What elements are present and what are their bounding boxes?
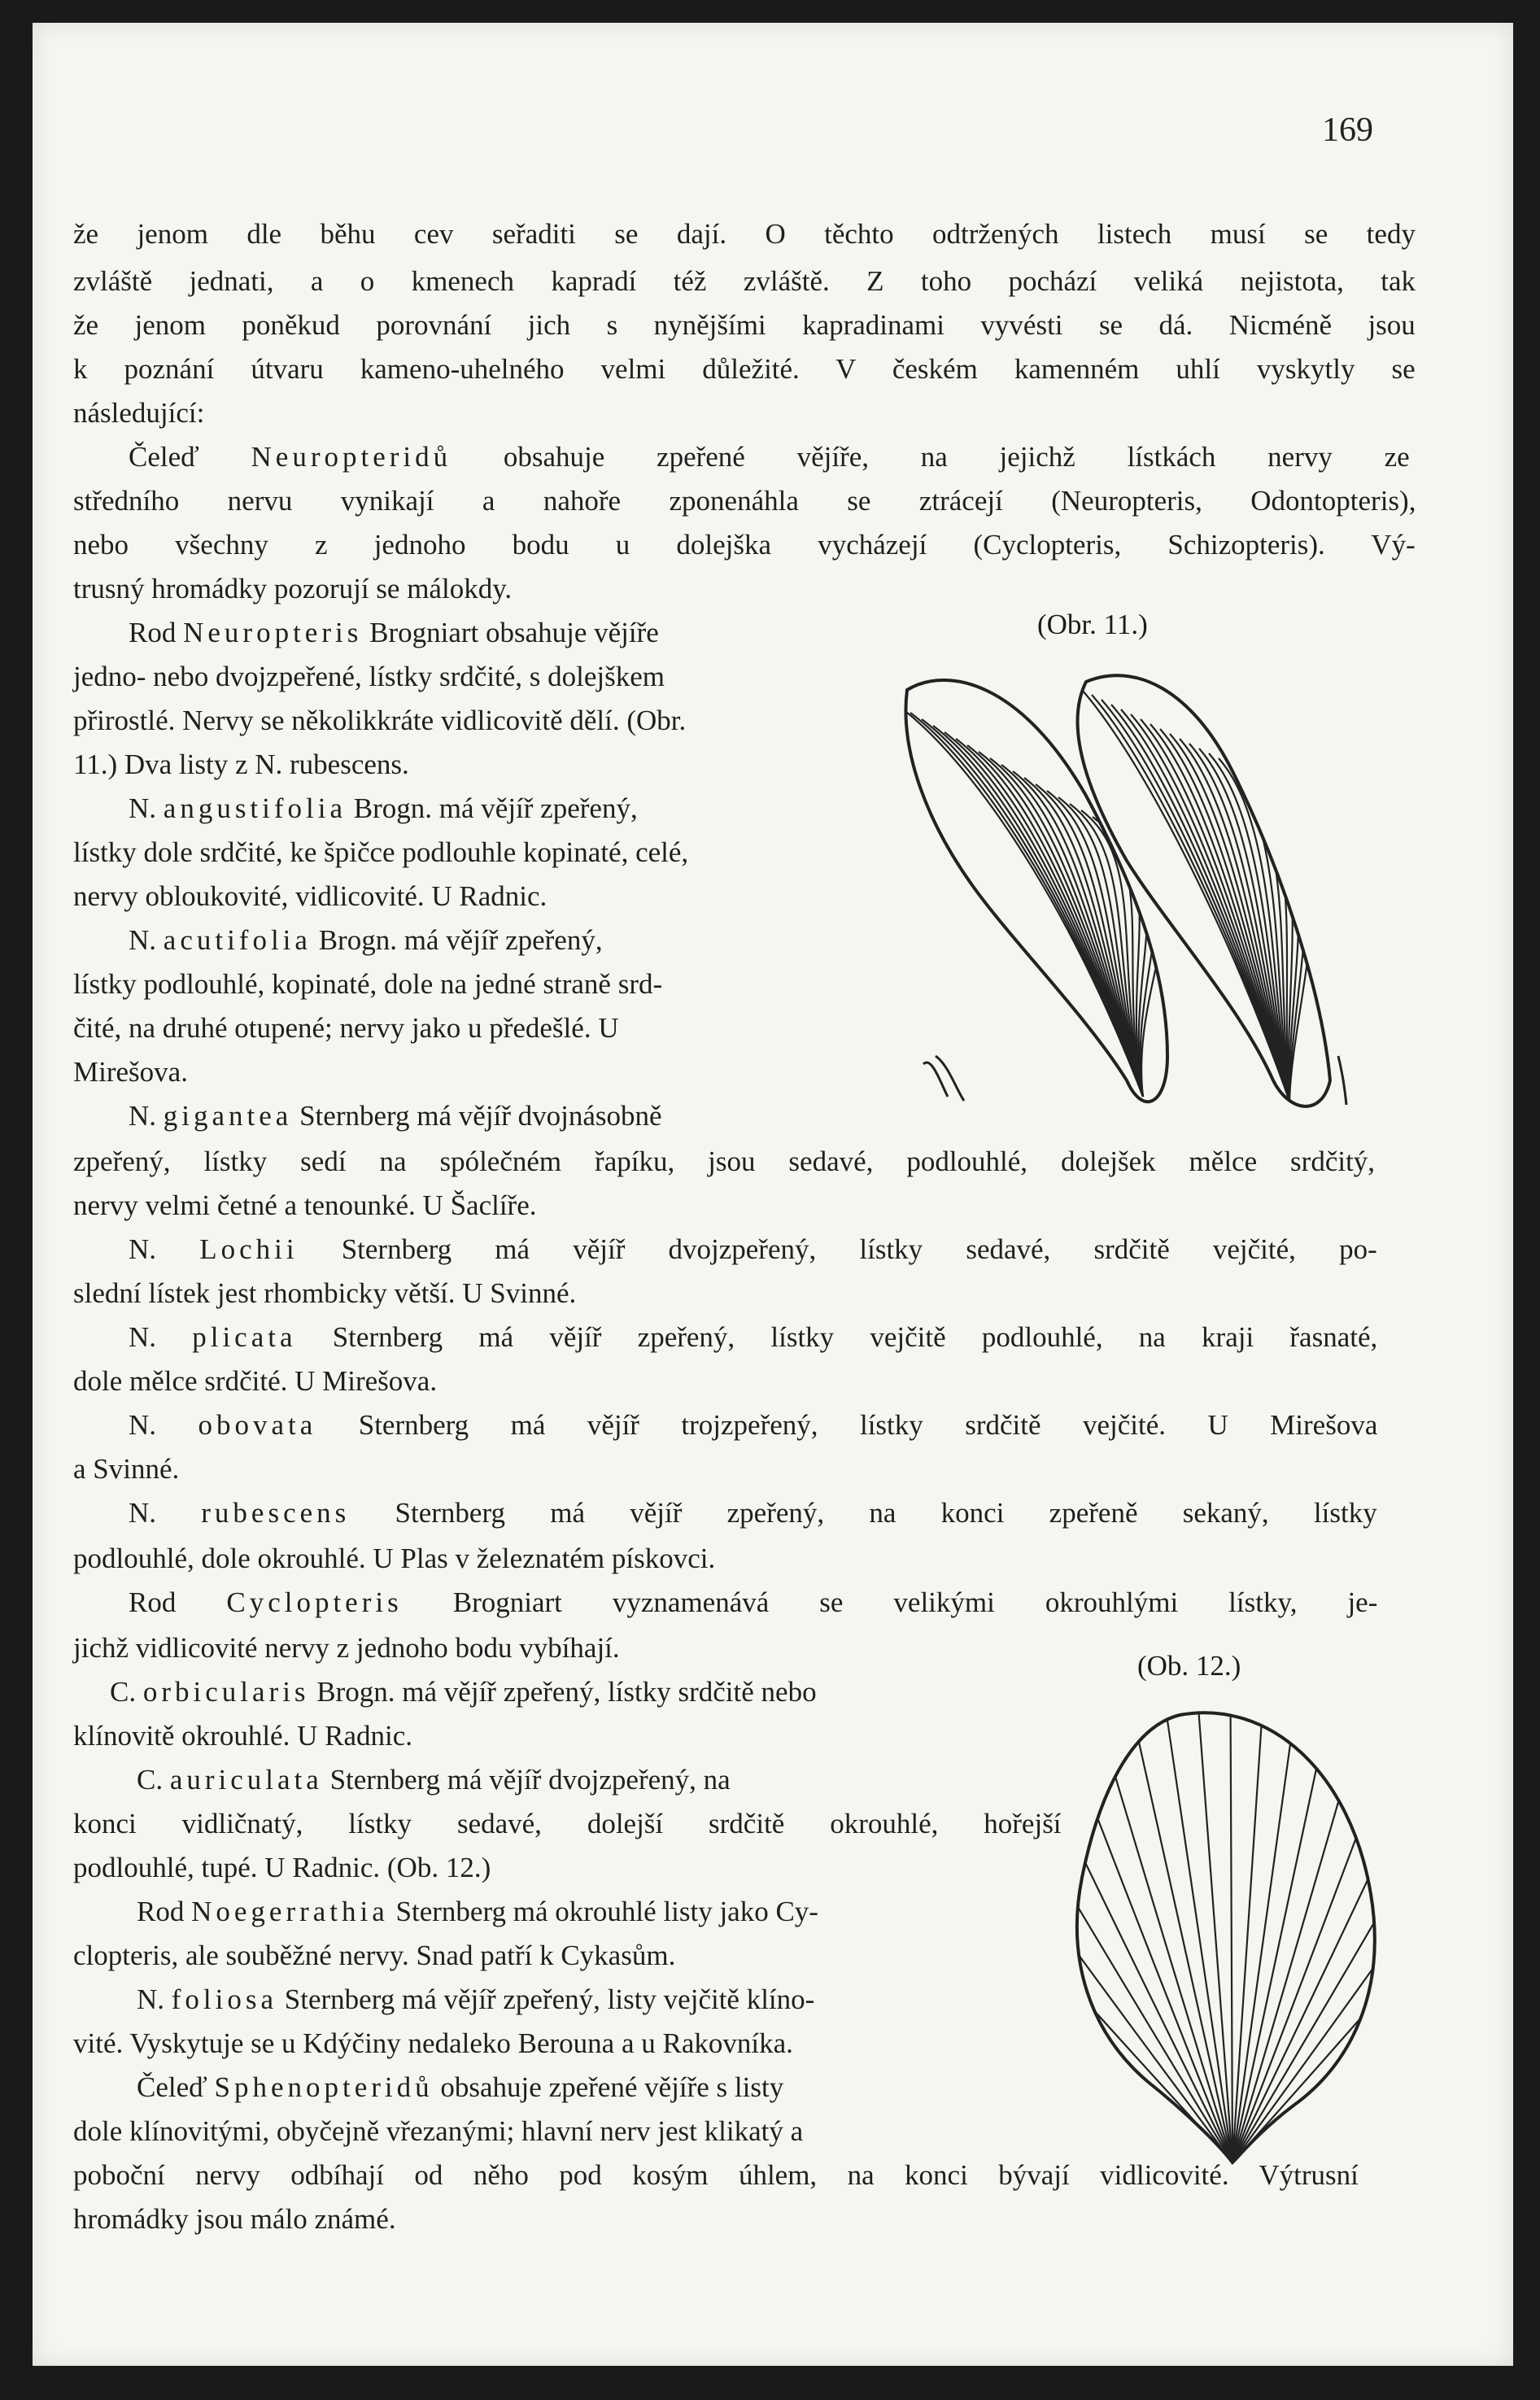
leaf-vein — [945, 732, 1143, 1097]
text-run: čité, na druhé otupené; nervy jako u předešlé. U — [73, 1012, 619, 1044]
text-run: Sternberg má okrouhlé listy jako Cy- — [388, 1896, 818, 1927]
text-run: středního nervu vynikají a nahoře zponenáhla se ztrácejí (Neuropteris, Odontopteris), — [73, 485, 1416, 517]
taxon-name: Neuropteridů — [251, 441, 452, 473]
text-run: poboční nervy odbíhají od něho pod kosým úhlem, na konci bývají vidlicovité. Výtrusní — [73, 2159, 1359, 2191]
text-line — [73, 1144, 1375, 1180]
leaf-vein — [1058, 2038, 1232, 2162]
text-run: Sternberg má vějíř zpeřený, na konci zpeřeně sekaný, lístky — [350, 1497, 1377, 1529]
text-line — [137, 1762, 731, 1798]
text-run: C. — [110, 1676, 143, 1708]
text-run: že jenom poněkud porovnání jich s nynějšími kapradinami vyvésti se dá. Nicméně jsou — [73, 309, 1416, 341]
text-run: slední lístek jest rhombicky větší. U Svinné. — [73, 1277, 577, 1309]
text-run: N. — [129, 1409, 198, 1441]
text-run: Brogn. má vějíř zpeřený, lístky srdčitě nebo — [309, 1676, 817, 1708]
text-run: klínovitě okrouhlé. U Radnic. — [73, 1720, 413, 1752]
text-line — [129, 1098, 662, 1134]
text-line — [73, 1938, 675, 1974]
figure-12-round-leaf — [1058, 1699, 1399, 2171]
text-run: N. — [129, 924, 164, 956]
taxon-name: acutifolia — [163, 924, 312, 956]
text-line — [73, 1718, 412, 1754]
text-run: 11.) Dva listy z N. rubescens. — [73, 748, 409, 780]
text-run: přirostlé. Nervy se několikkráte vidlicovitě dělí. (Obr. — [73, 705, 687, 736]
taxon-name: angustifolia — [163, 792, 347, 824]
leaf-vein — [1121, 709, 1289, 1101]
text-run: zpeřený, lístky sedí na spólečném řapíku, jsou sedavé, podlouhlé, dolejšek mělce srdčitý, — [73, 1145, 1376, 1177]
leaf-vein — [1232, 1858, 1399, 2162]
text-run: Mirešova. — [73, 1056, 188, 1088]
text-line — [73, 1630, 620, 1666]
text-line — [73, 1541, 715, 1577]
text-line — [73, 1850, 491, 1886]
text-run: jichž vidlicovité nervy z jednoho bodu vybíhají. — [73, 1632, 620, 1664]
text-line — [73, 1188, 537, 1224]
text-run: Brogn. má vějíř zpeřený, — [347, 792, 638, 824]
text-run: Sternberg má vějíř zpeřený, lístky vejčitě podlouhlé, na kraji řasnaté, — [296, 1321, 1378, 1353]
taxon-name: Neuropteris — [183, 617, 363, 648]
text-line — [73, 216, 1416, 252]
text-line — [137, 1894, 818, 1930]
taxon-name: Sphenopteridů — [214, 2071, 434, 2103]
text-line — [129, 439, 1410, 475]
text-line — [73, 2201, 396, 2237]
text-run: Sternberg má vějíř dvojnásobně — [292, 1100, 662, 1132]
taxon-name: obovata — [198, 1409, 317, 1441]
text-line — [73, 308, 1416, 343]
text-run: lístky dole srdčité, ke špičce podlouhle kopinaté, celé, — [73, 836, 689, 868]
text-run: Čeleď — [129, 441, 251, 473]
text-line — [73, 703, 686, 739]
text-run: N. — [129, 1321, 193, 1353]
book-page — [33, 23, 1513, 2366]
figure-11-caption: (Obr. 11.) — [1037, 609, 1148, 640]
text-line — [129, 1585, 1377, 1621]
taxon-name: orbicularis — [142, 1676, 310, 1708]
text-run: následující: — [73, 397, 205, 429]
text-line — [73, 1451, 179, 1487]
taxon-name: Cyclopteris — [226, 1586, 403, 1618]
leaf-vein — [1196, 1699, 1232, 2162]
text-line — [73, 967, 662, 1002]
text-run: nebo všechny z jednoho bodu u dolejška vycházejí (Cyclopteris, Schizopteris). Vý- — [73, 529, 1416, 561]
text-run: Rod — [129, 1586, 227, 1618]
text-run: Sternberg má vějíř dvojzpeřený, lístky sedavé, srdčitě vejčité, po- — [298, 1233, 1377, 1265]
text-run: obsahuje zpeřené vějíře, na jejichž lístkách nervy ze — [452, 441, 1410, 473]
leaf-vein — [1082, 690, 1289, 1101]
text-line — [129, 791, 638, 827]
text-run: Sternberg má vějíř dvojzpeřený, na — [322, 1764, 731, 1796]
text-run: N. — [129, 792, 164, 824]
text-line — [73, 395, 204, 431]
text-run: Brogniart vyznamenává se velikými okrouhlými lístky, je- — [402, 1586, 1378, 1618]
leaf-vein — [922, 719, 1143, 1097]
text-line — [129, 1320, 1377, 1355]
text-line — [73, 527, 1416, 563]
text-line — [110, 1674, 817, 1710]
text-line — [73, 483, 1416, 519]
text-line — [73, 1054, 188, 1090]
text-run: Brogn. má vějíř zpeřený, — [311, 924, 603, 956]
text-line — [73, 2026, 793, 2062]
taxon-name: Lochii — [199, 1233, 299, 1265]
taxon-name: gigantea — [163, 1100, 293, 1132]
text-run: Rod — [129, 617, 184, 648]
page-number: 169 — [1322, 111, 1373, 149]
text-line — [137, 2070, 783, 2105]
text-run: podlouhlé, tupé. U Radnic. (Ob. 12.) — [73, 1852, 491, 1883]
text-line — [73, 1806, 1062, 1842]
text-line — [129, 923, 603, 958]
text-line — [73, 1276, 576, 1311]
text-run: N. — [129, 1100, 164, 1132]
text-run: vité. Vyskytuje se u Kdýčiny nedaleko Berouna a u Rakovníka. — [73, 2027, 793, 2059]
text-line — [73, 351, 1416, 387]
text-run: dole klínovitými, obyčejně vřezanými; hlavní nerv jest klikatý a — [73, 2115, 804, 2147]
text-run: dole mělce srdčité. U Mirešova. — [73, 1365, 438, 1397]
text-run: N. — [137, 1983, 172, 2015]
taxon-name: rubescens — [201, 1497, 351, 1529]
text-line — [73, 571, 512, 607]
text-line — [129, 1495, 1377, 1531]
text-line — [73, 747, 409, 783]
text-line — [73, 659, 665, 695]
text-run: lístky podlouhlé, kopinaté, dole na jedné straně srd- — [73, 968, 663, 1000]
text-run: a Svinné. — [73, 1453, 180, 1485]
text-line — [73, 264, 1416, 299]
text-run: Sternberg má vějíř trojzpeřený, lístky srdčitě vejčité. U Mirešova — [316, 1409, 1378, 1441]
taxon-name: auriculata — [169, 1764, 323, 1796]
text-run: hromádky jsou málo známé. — [73, 2203, 396, 2235]
leaf-vein — [1138, 843, 1166, 1097]
text-run: zvláště jednati, a o kmenech kapradí též zvláště. Z toho pochází veliká nejistota, tak — [73, 265, 1416, 297]
text-line — [73, 2114, 803, 2149]
text-line — [129, 1407, 1377, 1443]
text-run: k poznání útvaru kameno-uhelného velmi důležité. V českém kamenném uhlí vyskytly se — [73, 353, 1416, 385]
leaf-vein — [1230, 1699, 1232, 2162]
text-line — [129, 1232, 1377, 1268]
text-line — [73, 1364, 437, 1399]
text-run: N. — [129, 1497, 202, 1529]
taxon-name: Noegerrathia — [191, 1896, 389, 1927]
text-run: podlouhlé, dole okrouhlé. U Plas v železnatém pískovci. — [73, 1543, 716, 1574]
text-run: jedno- nebo dvojzpeřené, lístky srdčité, s dolejškem — [73, 661, 665, 692]
text-run: že jenom dle běhu cev seřaditi se dají. O těchto odtržených listech musí se tedy — [73, 218, 1416, 250]
figure-11-fern-leaflets — [899, 674, 1371, 1129]
leaf-vein — [899, 706, 1143, 1097]
taxon-name: foliosa — [171, 1983, 278, 2015]
leaf-vein — [1066, 1736, 1232, 2162]
text-run: Rod — [137, 1896, 192, 1927]
text-run: Sternberg má vějíř zpeřený, listy vejčitě klíno- — [277, 1983, 815, 2015]
text-run: nervy velmi četné a tenounké. U Šaclíře. — [73, 1189, 537, 1221]
text-run: N. — [129, 1233, 200, 1265]
text-line — [129, 615, 659, 651]
leaf-vein — [1058, 1863, 1232, 2162]
text-run: C. — [137, 1764, 170, 1796]
text-run: nervy obloukovité, vidlicovité. U Radnic. — [73, 880, 548, 912]
text-run: clopteris, ale souběžné nervy. Snad patří k Cykasům. — [73, 1940, 676, 1971]
text-run: trusný hromádky pozorují se málokdy. — [73, 573, 513, 604]
figure-12-caption: (Ob. 12.) — [1137, 1650, 1241, 1682]
text-line — [73, 1010, 619, 1046]
text-run: Čeleď — [137, 2071, 215, 2103]
leaf-vein — [910, 713, 1143, 1097]
taxon-name: plicata — [192, 1321, 297, 1353]
text-line — [73, 835, 688, 871]
text-run: obsahuje zpeřené vějíře s listy — [433, 2071, 784, 2103]
leaf-vein — [1232, 1712, 1364, 2162]
text-line — [137, 1982, 814, 2018]
text-run: konci vidličnatý, lístky sedavé, dolejší srdčitě okrouhlé, hořejší — [73, 1808, 1062, 1839]
text-run: Brogniart obsahuje vějíře — [362, 617, 659, 648]
text-line — [73, 879, 547, 914]
